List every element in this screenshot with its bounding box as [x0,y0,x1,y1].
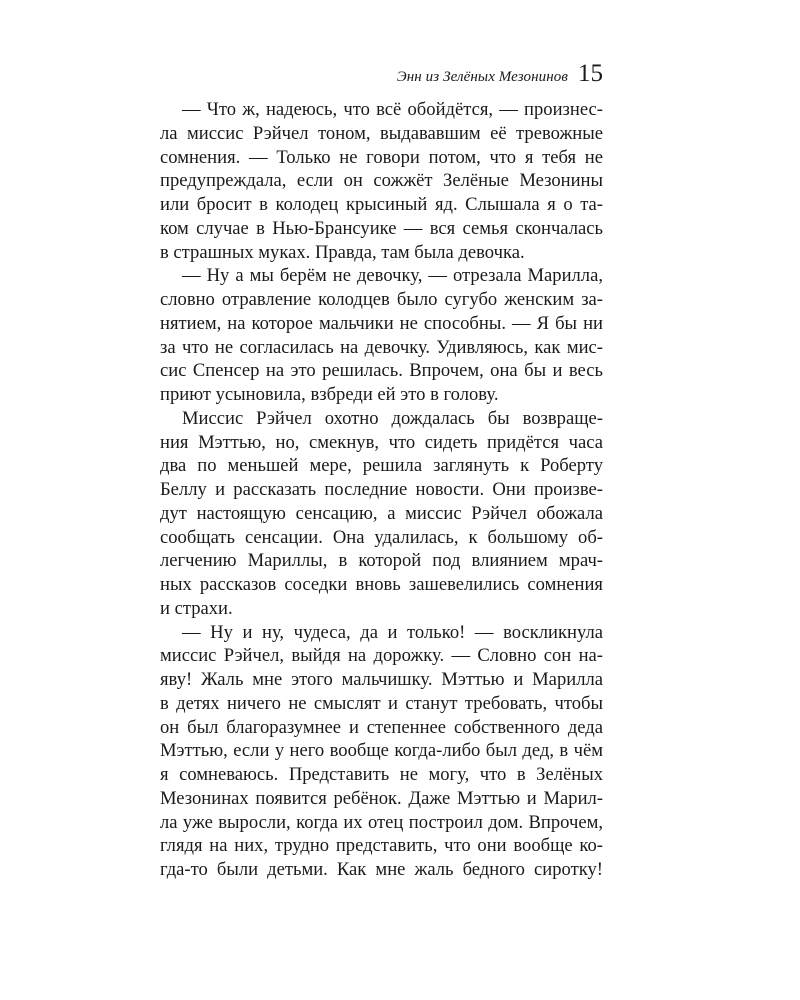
paragraph [160,98,603,264]
text-line: приют усыновила, взбреди ей это в голову. [160,384,499,405]
text-line: предупреждала, если он сожжёт Зелёные Мезонины [160,170,603,192]
text-line: он был благоразумнее и степеннее собственного деда [160,716,603,738]
text-line: — Ну и ну, чудеса, да и только! — воскликнула [182,621,603,643]
text-line: глядя на них, трудно представить, что они вообще ко- [160,835,603,857]
text-line: ком случае в Нью-Брансуике — вся семья скончалась [160,217,603,239]
text-line: я сомневаюсь. Представить не могу, что в Зелёных [160,764,603,785]
text-line: дут настоящую сенсацию, а миссис Рэйчел обожала [160,502,603,524]
text-line: ния Мэттью, но, смекнув, что сидеть придётся часа [160,431,603,453]
paragraph [160,621,603,882]
text-line: ных рассказов соседки вновь зашевелились сомнения [160,574,603,595]
text-line: и страхи. [160,597,233,619]
text-line: ла уже выросли, когда их отец построил дом. Впрочем, [160,811,603,833]
text-line: за что не согласилась на девочку. Удивляюсь, как мис- [160,336,603,358]
text-line: сис Спенсер на это решилась. Впрочем, она бы и весь [160,360,603,382]
running-title: Энн из Зелёных Мезонинов [396,69,568,85]
text-line: в детях ничего не смыслят и станут требовать, чтобы [160,692,603,714]
text-line: словно отравление колодцев было сугубо женским за- [160,289,603,310]
paragraph [160,264,603,407]
paragraph [160,407,603,621]
text-line: два по меньшей мере, решила заглянуть к Роберту [160,455,603,477]
text-line: Миссис Рэйчел охотно дождалась бы возвраще- [182,407,603,429]
body-text [160,98,603,882]
text-line: нятием, на которое мальчики не способны. — Я бы ни [160,312,603,334]
text-line: в страшных муках. Правда, там была девочка. [160,241,525,263]
text-line: сомнения. — Только не говори потом, что я тебя не [160,146,603,168]
text-line: легчению Мариллы, в которой под влиянием мрач- [160,550,603,572]
text-line: или бросит в колодец крысиный яд. Слышала я о та- [160,194,603,215]
text-line: яву! Жаль мне этого мальчишку. Мэттью и Марилла [160,669,603,690]
text-line: Мэттью, если у него вообще когда-либо был дед, в чём [160,740,603,762]
text-line: миссис Рэйчел, выйдя на дорожку. — Словно сон на- [160,645,603,667]
text-line: ла миссис Рэйчел тоном, выдававшим её тревожные [160,122,603,144]
page-number: 15 [578,60,603,87]
text-line: — Что ж, надеюсь, что всё обойдётся, — произнес- [182,99,603,120]
page-header [397,60,603,88]
text-line: сообщать сенсации. Она удалилась, к большому об- [160,526,603,548]
text-line: Беллу и рассказать последние новости. Они произве- [160,479,603,500]
text-line: гда-то были детьми. Как мне жаль бедного сиротку! [160,859,603,880]
text-line: Мезонинах появится ребёнок. Даже Мэттью и Марил- [160,787,603,809]
text-line: — Ну а мы берём не девочку, — отрезала Марилла, [182,265,603,287]
